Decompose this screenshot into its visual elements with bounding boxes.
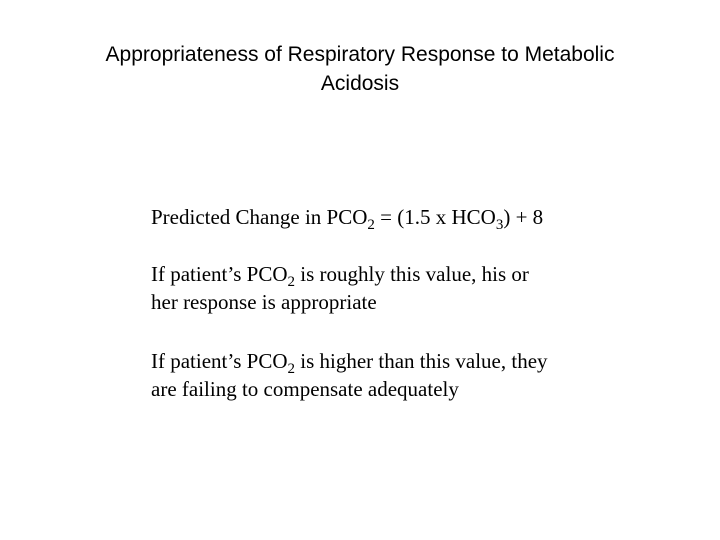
para3-prefix: If patient’s PCO [151,349,288,373]
formula-prefix: Predicted Change in PCO [151,205,368,229]
formula-subscript-3: 3 [495,217,504,233]
para2-prefix: If patient’s PCO [151,262,288,286]
formula-suffix: ) + 8 [503,205,544,229]
para2-line-2: her response is appropriate [151,290,377,314]
para3-line-2: are failing to compensate adequately [151,377,459,401]
title-line-1: Appropriateness of Respiratory Response to Metabolic [105,43,615,66]
formula-subscript-2: 2 [367,217,375,233]
paragraph-line [151,260,631,288]
title-line-2: Acidosis [320,72,400,95]
appropriate-response-paragraph [151,260,631,316]
para3-subscript: 2 [287,361,295,377]
paragraph-line [151,347,631,375]
formula-middle: = (1.5 x HCO [374,205,496,229]
para3-rest: is higher than this value, they [295,349,548,373]
formula-paragraph [151,203,631,231]
slide-title [40,40,680,98]
para2-subscript: 2 [287,274,295,290]
para2-rest: is roughly this value, his or [295,262,529,286]
failing-compensation-paragraph [151,347,631,403]
